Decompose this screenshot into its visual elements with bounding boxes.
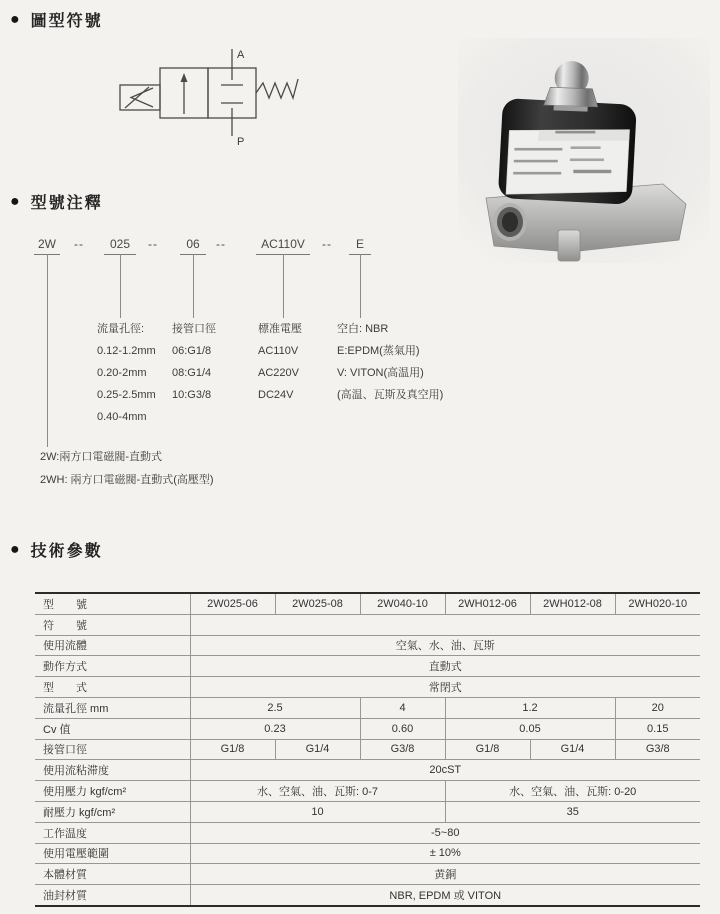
section-title-model: 型號注釋 <box>30 195 103 212</box>
threaded-port-hole <box>502 212 518 232</box>
section-title-specs: 技術參數 <box>30 543 103 560</box>
leader-line <box>47 254 48 447</box>
table-row: 動作方式 直動式 <box>35 656 700 677</box>
table-row: 本體材質 黄銅 <box>35 864 700 885</box>
code-dash: -- <box>322 237 332 251</box>
table-row: 油封材質 NBR, EPDM 或 VITON <box>35 885 700 906</box>
port-a-label: A <box>237 49 245 61</box>
legend-seal-materials: 空白: NBR E:EPDM(蒸氣用) V: VITON(高温用) (高温、瓦斯及真空用) <box>337 323 444 401</box>
section-bullet-icon: ● <box>10 10 20 28</box>
table-row: 使用流粘滞度 20cST <box>35 760 700 781</box>
leader-line <box>193 254 194 318</box>
flow-arrow <box>181 73 188 82</box>
code-dash: -- <box>216 237 226 251</box>
legend-voltages: 標准電壓 AC110V AC220V DC24V <box>258 323 302 401</box>
port-p-label: P <box>237 136 245 148</box>
model-code-orifice: 025 <box>104 237 136 255</box>
leader-line <box>360 254 361 318</box>
section-header-specs <box>10 538 103 561</box>
table-row: 流量孔徑 mm 2.5 4 1.2 20 <box>35 697 700 718</box>
table-row: 使用流體 空氣、水、油、瓦斯 <box>35 635 700 656</box>
table-row: 工作温度 -5~80 <box>35 822 700 843</box>
leader-line <box>120 254 121 318</box>
series-note-2w: 2W:兩方口電磁閥-直動式 <box>40 451 163 463</box>
legend-orifice-sizes: 流量孔徑: 0.12-1.2mm 0.20-2mm 0.25-2.5mm 0.40-4mm <box>97 323 156 423</box>
spring-symbol <box>256 79 298 98</box>
section-bullet-icon: ● <box>10 540 20 558</box>
table-row: 型 式 常閉式 <box>35 677 700 698</box>
code-dash: -- <box>148 237 158 251</box>
section-header-model <box>10 190 103 213</box>
valve-schematic-diagram <box>97 35 332 155</box>
leader-line <box>283 254 284 318</box>
model-code-seal: E <box>349 237 371 255</box>
code-dash: -- <box>74 237 84 251</box>
product-photo-solenoid-valve <box>458 38 710 263</box>
model-code-port: 06 <box>180 237 206 255</box>
spec-table <box>35 592 700 907</box>
section-bullet-icon: ● <box>10 192 20 210</box>
table-row: 耐壓力 kgf/cm² 10 35 <box>35 801 700 822</box>
series-note-2wh: 2WH: 兩方口電磁閥-直動式(高壓型) <box>40 474 214 486</box>
model-code-voltage: AC110V <box>256 237 310 255</box>
table-row: Cv 值 0.23 0.60 0.05 0.15 <box>35 718 700 739</box>
coil-black-cylinder <box>498 98 637 205</box>
model-code-series: 2W <box>34 237 60 255</box>
table-row: 使用壓力 kgf/cm² 水、空氣、油、瓦斯: 0-7 水、空氣、油、瓦斯: 0-20 <box>35 781 700 802</box>
table-row: 使用電壓範圍 ± 10% <box>35 843 700 864</box>
bottom-pipe <box>558 230 580 261</box>
table-row: 接管口徑 G1/8 G1/4 G3/8 G1/8 G1/4 G3/8 <box>35 739 700 760</box>
table-row: 符 號 <box>35 614 700 635</box>
legend-port-sizes: 接管口徑 06:G1/8 08:G1/4 10:G3/8 <box>172 323 216 401</box>
section-title-symbol: 圖型符號 <box>30 13 103 30</box>
section-header-symbol <box>10 8 103 31</box>
solenoid-coil-symbol <box>120 85 160 110</box>
table-row: 型 號 2W025-06 2W025-08 2W040-10 2WH012-06 2WH012-08 2WH020-10 <box>35 593 700 614</box>
